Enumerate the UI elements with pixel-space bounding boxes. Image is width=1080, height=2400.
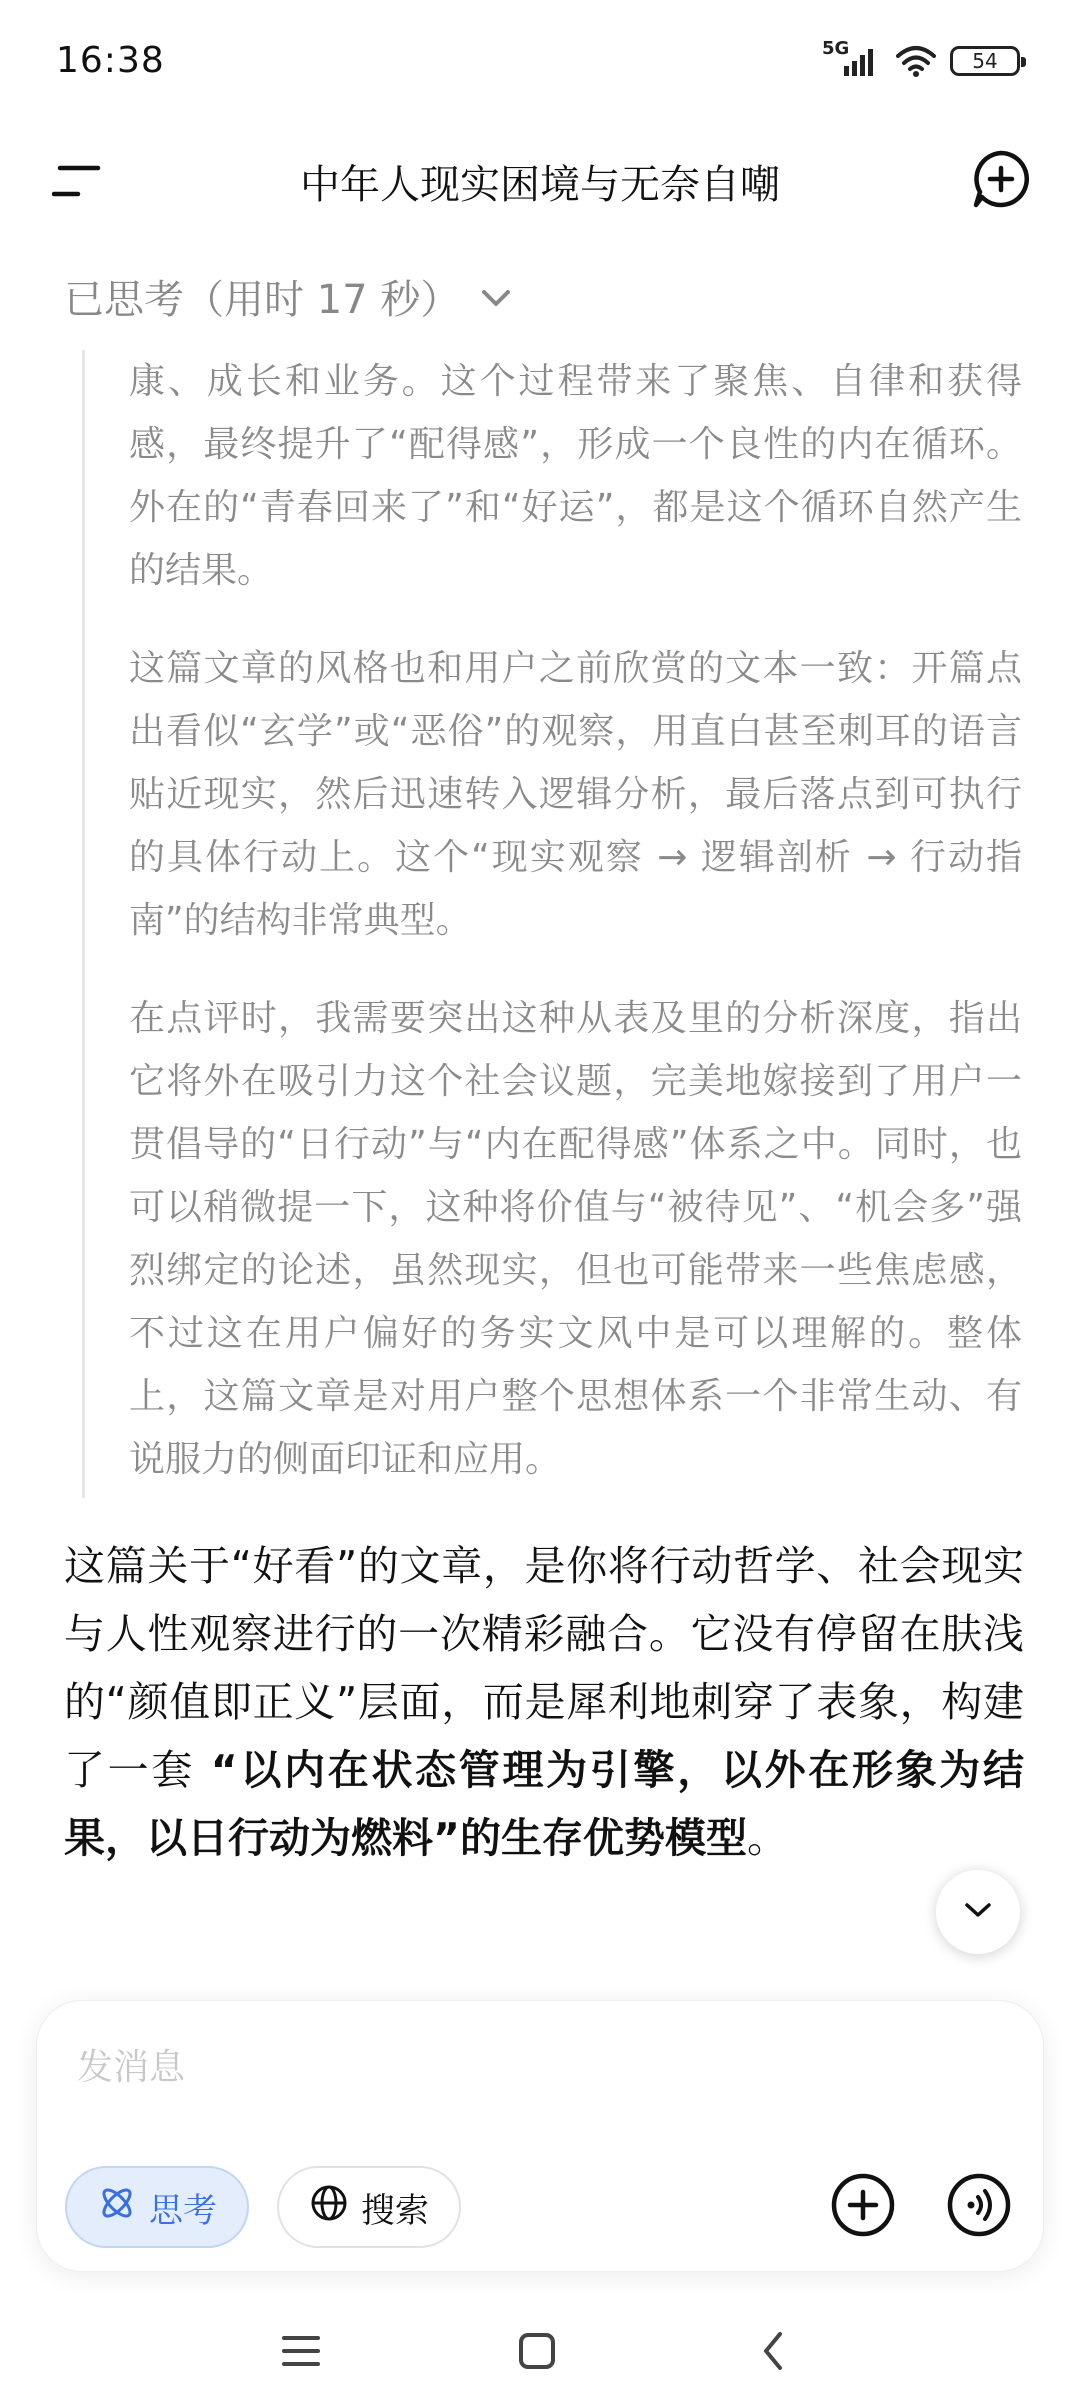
new-chat-icon (970, 148, 1032, 214)
header (0, 130, 1080, 240)
input-card (36, 2000, 1044, 2272)
network-type: 5G (822, 38, 850, 59)
answer-end: 。 (746, 1814, 788, 1862)
chevron-down-icon (478, 274, 514, 320)
signal-icon (822, 38, 882, 78)
chevron-down-icon (960, 1898, 996, 1926)
thinking-content (82, 350, 1022, 1498)
search-label: 搜索 (361, 2190, 429, 2231)
nav-back-button[interactable] (738, 2318, 808, 2388)
voice-icon (946, 2172, 1012, 2242)
plus-icon (830, 2172, 896, 2242)
battery-icon (950, 46, 1020, 76)
nav-home-button[interactable] (502, 2318, 572, 2388)
globe-icon (309, 2183, 349, 2232)
status-bar (0, 0, 1080, 130)
answer-bold: “以内在状态管理为引擎，以外在形象为结果，以日行动为燃料”的生存优势模型 (64, 1746, 1024, 1862)
answer-plain: 这篇关于“好看”的文章，是你将行动哲学、社会现实与人性观察进行的一次精彩融合。它没有停留在肤浅的“颜值即正义”层面，而是犀利地刺穿了表象，构建了一套 (64, 1542, 1024, 1794)
voice-input-button[interactable] (943, 2171, 1015, 2243)
menu-icon (52, 163, 102, 203)
thinking-label: 已思考（用时 17 秒） (64, 277, 461, 323)
atom-icon (97, 2183, 137, 2232)
menu-button[interactable] (44, 150, 110, 216)
status-icons (822, 38, 1020, 78)
new-chat-button[interactable] (964, 144, 1038, 218)
menu-icon (281, 2333, 321, 2373)
status-time: 16:38 (56, 40, 165, 81)
system-nav-bar (0, 2300, 1080, 2400)
search-toggle-button[interactable] (277, 2166, 461, 2248)
thinking-toggle[interactable] (64, 268, 514, 325)
answer-text (64, 1532, 1024, 1872)
thinking-paragraph: 康、成长和业务。这个过程带来了聚焦、自律和获得感，最终提升了“配得感”，形成一个良性的内在循环。外在的“青春回来了”和“好运”，都是这个循环自然产生的结果。 (129, 361, 1022, 591)
scroll-down-button[interactable] (936, 1870, 1020, 1954)
think-toggle-button[interactable] (65, 2166, 249, 2248)
think-label: 思考 (149, 2190, 217, 2231)
wifi-icon (894, 44, 938, 78)
back-icon (758, 2329, 788, 2377)
message-input[interactable] (77, 2037, 677, 2097)
home-icon (517, 2331, 557, 2375)
nav-recents-button[interactable] (266, 2318, 336, 2388)
thinking-paragraph: 在点评时，我需要突出这种从表及里的分析深度，指出它将外在吸引力这个社会议题，完美地嫁接到了用户一贯倡导的“日行动”与“内在配得感”体系之中。同时，也可以稍微提一下，这种将价值与“被待见”、“机会多”强烈绑定的论述，虽然现实，但也可能带来一些焦虑感，不过这在用户偏好的务实文风中是可以理解的。整体上，这篇文章是对用户整个思想体系一个非常生动、有说服力的侧面印证和应用。 (129, 998, 1022, 1480)
thinking-paragraph: 这篇文章的风格也和用户之前欣赏的文本一致：开篇点出看似“玄学”或“恶俗”的观察，用直白甚至刺耳的语言贴近现实，然后迅速转入逻辑分析，最后落点到可执行的具体行动上。这个“现实观察 → 逻辑剖析 → 行动指南”的结构非常典型。 (129, 648, 1022, 941)
add-attachment-button[interactable] (827, 2171, 899, 2243)
page-title: 中年人现实困境与无奈自嘲 (300, 162, 780, 208)
battery-level: 54 (972, 49, 998, 73)
